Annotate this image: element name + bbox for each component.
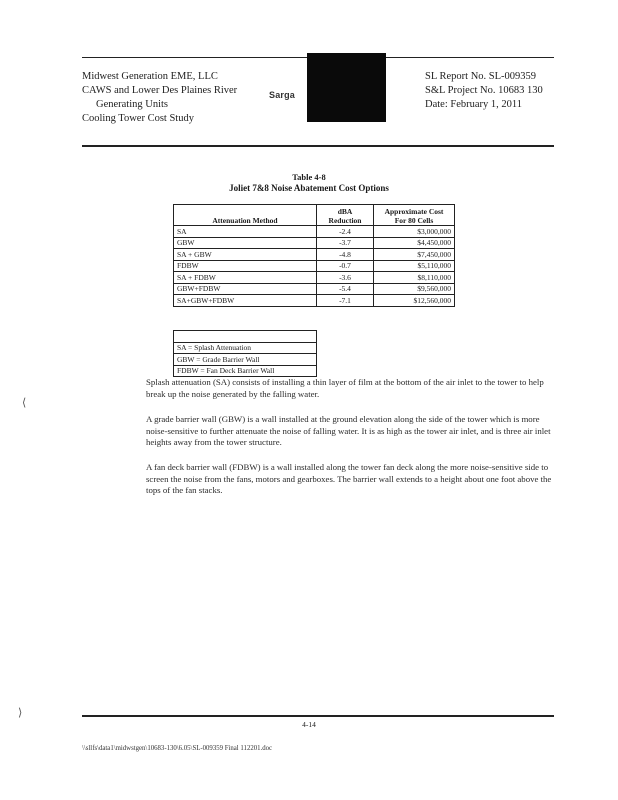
header-right xyxy=(425,70,543,112)
col-header-dba xyxy=(317,205,374,226)
report-date: Date: February 1, 2011 xyxy=(425,99,523,110)
method-cell: FDBW xyxy=(174,260,317,272)
col-header-dba-line1: dBA xyxy=(337,207,353,216)
table-row xyxy=(174,283,455,295)
page-number: 4-14 xyxy=(302,720,316,729)
header-company: Midwest Generation EME, LLC xyxy=(82,71,218,82)
cost-cell: $12,560,000 xyxy=(374,295,455,307)
paragraph-splash-attenuation: Splash attenuation (SA) consists of installing a thin layer of film at the bottom of the air inlet to the tower to help break up the noise generated by the falling water. xyxy=(146,377,544,399)
paragraph-grade-barrier-wall: A grade barrier wall (GBW) is a wall installed at the ground elevation along the side of the tower which is more noise-sensitive to further attenuate the noise of falling water. It is as high as the tower air inlet, and is three air inlet heights away from the tower structure. xyxy=(146,414,551,447)
dba-cell: -3.7 xyxy=(317,237,374,249)
header-bottom-rule xyxy=(82,145,554,147)
paragraph-fan-deck-barrier-wall: A fan deck barrier wall (FDBW) is a wall installed along the tower fan deck along the more noise-sensitive side to screen the noise from the fans, motors and gearboxes. The barrier wall extends to a height about one foot above the tops of the fan stacks. xyxy=(146,462,552,495)
abbreviation-legend xyxy=(173,330,317,377)
table-row xyxy=(174,272,455,284)
cost-cell: $5,110,000 xyxy=(374,260,455,272)
cost-cell: $9,560,000 xyxy=(374,283,455,295)
company-logo-text: Sarga xyxy=(269,90,296,100)
dba-cell: -2.4 xyxy=(317,226,374,238)
col-header-method xyxy=(174,205,317,226)
legend-item: SA = Splash Attenuation xyxy=(174,342,317,354)
col-header-cost-line2: For 80 Cells xyxy=(394,216,434,225)
header-project: CAWS and Lower Des Plaines River xyxy=(82,85,238,96)
method-cell: SA + GBW xyxy=(174,249,317,261)
table-row xyxy=(174,260,455,272)
table-row xyxy=(174,226,455,238)
col-header-method-label: Attenuation Method xyxy=(212,216,278,225)
legend-item: FDBW = Fan Deck Barrier Wall xyxy=(174,365,317,377)
table-title: Joliet 7&8 Noise Abatement Cost Options xyxy=(229,183,389,193)
col-header-cost-line1: Approximate Cost xyxy=(384,207,444,216)
col-header-cost xyxy=(374,205,455,226)
dba-cell: -3.6 xyxy=(317,272,374,284)
header-units: Generating Units xyxy=(96,99,169,110)
cost-cell: $3,000,000 xyxy=(374,226,455,238)
legend-item: GBW = Grade Barrier Wall xyxy=(174,354,317,366)
dba-cell: -7.1 xyxy=(317,295,374,307)
table-row xyxy=(174,237,455,249)
col-header-dba-line2: Reduction xyxy=(328,216,362,225)
table-row xyxy=(174,295,455,307)
dba-cell: -5.4 xyxy=(317,283,374,295)
header-study: Cooling Tower Cost Study xyxy=(82,113,194,124)
table-header-row xyxy=(174,205,455,226)
method-cell: SA xyxy=(174,226,317,238)
cost-cell: $8,110,000 xyxy=(374,272,455,284)
margin-scan-mark: ⟩ xyxy=(18,707,23,719)
method-cell: SA+GBW+FDBW xyxy=(174,295,317,307)
dba-cell: -0.7 xyxy=(317,260,374,272)
table-row xyxy=(174,249,455,261)
legend-spacer-row xyxy=(174,331,317,343)
noise-abatement-table xyxy=(173,204,455,307)
method-cell: SA + FDBW xyxy=(174,272,317,284)
cost-cell: $7,450,000 xyxy=(374,249,455,261)
header-left xyxy=(82,70,237,126)
legend-row xyxy=(174,342,317,354)
table-number: Table 4-8 xyxy=(292,172,326,182)
dba-cell: -4.8 xyxy=(317,249,374,261)
legend-spacer-cell xyxy=(174,331,317,343)
project-number: S&L Project No. 10683 130 xyxy=(425,85,543,96)
method-cell: GBW+FDBW xyxy=(174,283,317,295)
report-number: SL Report No. SL-009359 xyxy=(425,71,537,82)
cost-cell: $4,450,000 xyxy=(374,237,455,249)
legend-row xyxy=(174,365,317,377)
logo-redaction-block xyxy=(307,53,386,122)
margin-scan-mark: ⟨ xyxy=(22,397,27,409)
legend-row xyxy=(174,354,317,366)
method-cell: GBW xyxy=(174,237,317,249)
file-path: \\sllfs\data1\midwstgen\10683-130\6.05\SL-009359 Final 112201.doc xyxy=(82,745,273,752)
footer-rule xyxy=(82,715,554,717)
